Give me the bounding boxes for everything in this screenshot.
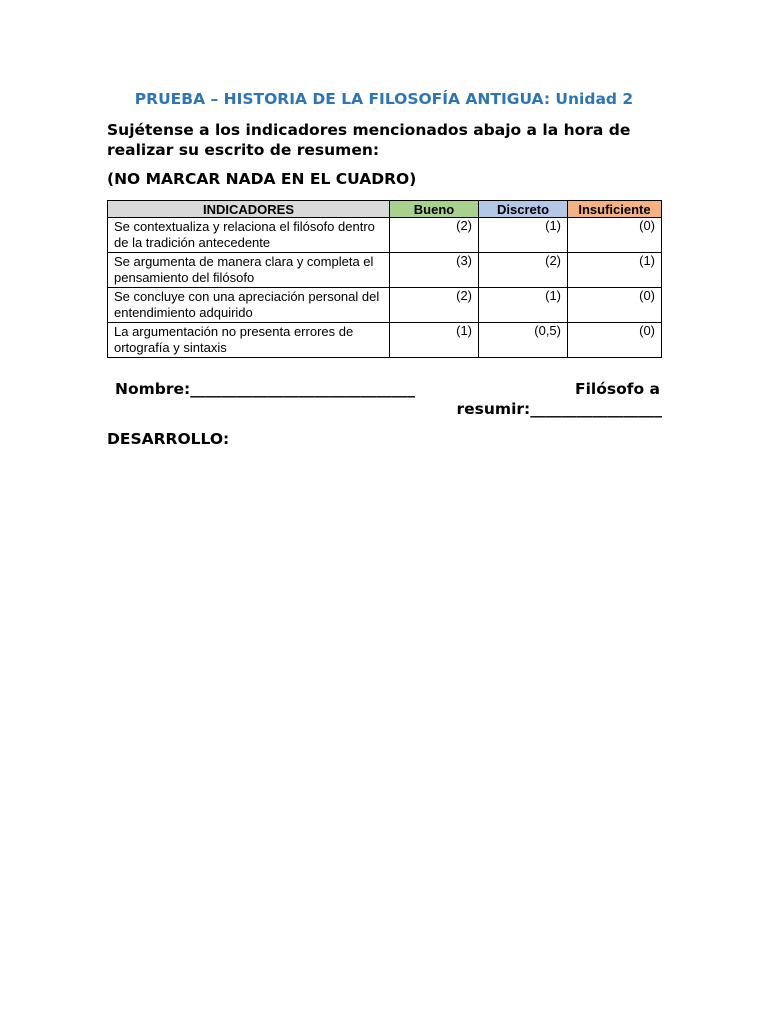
score-insuficiente: (0) bbox=[568, 323, 662, 358]
table-row bbox=[108, 253, 662, 288]
header-indicadores: INDICADORES bbox=[108, 201, 390, 218]
score-discreto: (2) bbox=[479, 253, 568, 288]
indicator-cell: Se concluye con una apreciación personal del entendimiento adquirido bbox=[108, 288, 390, 323]
score-insuficiente: (1) bbox=[568, 253, 662, 288]
development-heading: DESARROLLO: bbox=[107, 430, 230, 448]
table-row bbox=[108, 288, 662, 323]
indicator-cell: La argumentación no presenta errores de ortografía y sintaxis bbox=[108, 323, 390, 358]
indicator-cell: Se argumenta de manera clara y completa el pensamiento del filósofo bbox=[108, 253, 390, 288]
warning-text: (NO MARCAR NADA EN EL CUADRO) bbox=[107, 170, 417, 188]
score-discreto: (1) bbox=[479, 218, 568, 253]
philosopher-field-label: Filósofo a bbox=[575, 380, 660, 398]
table-row bbox=[108, 218, 662, 253]
score-insuficiente: (0) bbox=[568, 218, 662, 253]
score-bueno: (2) bbox=[390, 218, 479, 253]
score-discreto: (0,5) bbox=[479, 323, 568, 358]
name-field-line: Nombre:_____________________________ bbox=[115, 380, 415, 398]
philosopher-field-line: resumir:_________________ bbox=[456, 400, 662, 418]
score-bueno: (3) bbox=[390, 253, 479, 288]
document-title: PRUEBA – HISTORIA DE LA FILOSOFÍA ANTIGUA: Unidad 2 bbox=[134, 90, 634, 108]
header-bueno: Bueno bbox=[390, 201, 479, 218]
score-insuficiente: (0) bbox=[568, 288, 662, 323]
score-bueno: (1) bbox=[390, 323, 479, 358]
instructions-text: Sujétense a los indicadores mencionados abajo a la hora de realizar su escrito de resumen: bbox=[107, 121, 631, 159]
score-bueno: (2) bbox=[390, 288, 479, 323]
header-insuficiente: Insuficiente bbox=[568, 201, 662, 218]
rubric-table bbox=[107, 200, 662, 358]
table-row bbox=[108, 323, 662, 358]
score-discreto: (1) bbox=[479, 288, 568, 323]
rubric-header-row bbox=[108, 201, 662, 218]
indicator-cell: Se contextualiza y relaciona el filósofo dentro de la tradición antecedente bbox=[108, 218, 390, 253]
header-discreto: Discreto bbox=[479, 201, 568, 218]
